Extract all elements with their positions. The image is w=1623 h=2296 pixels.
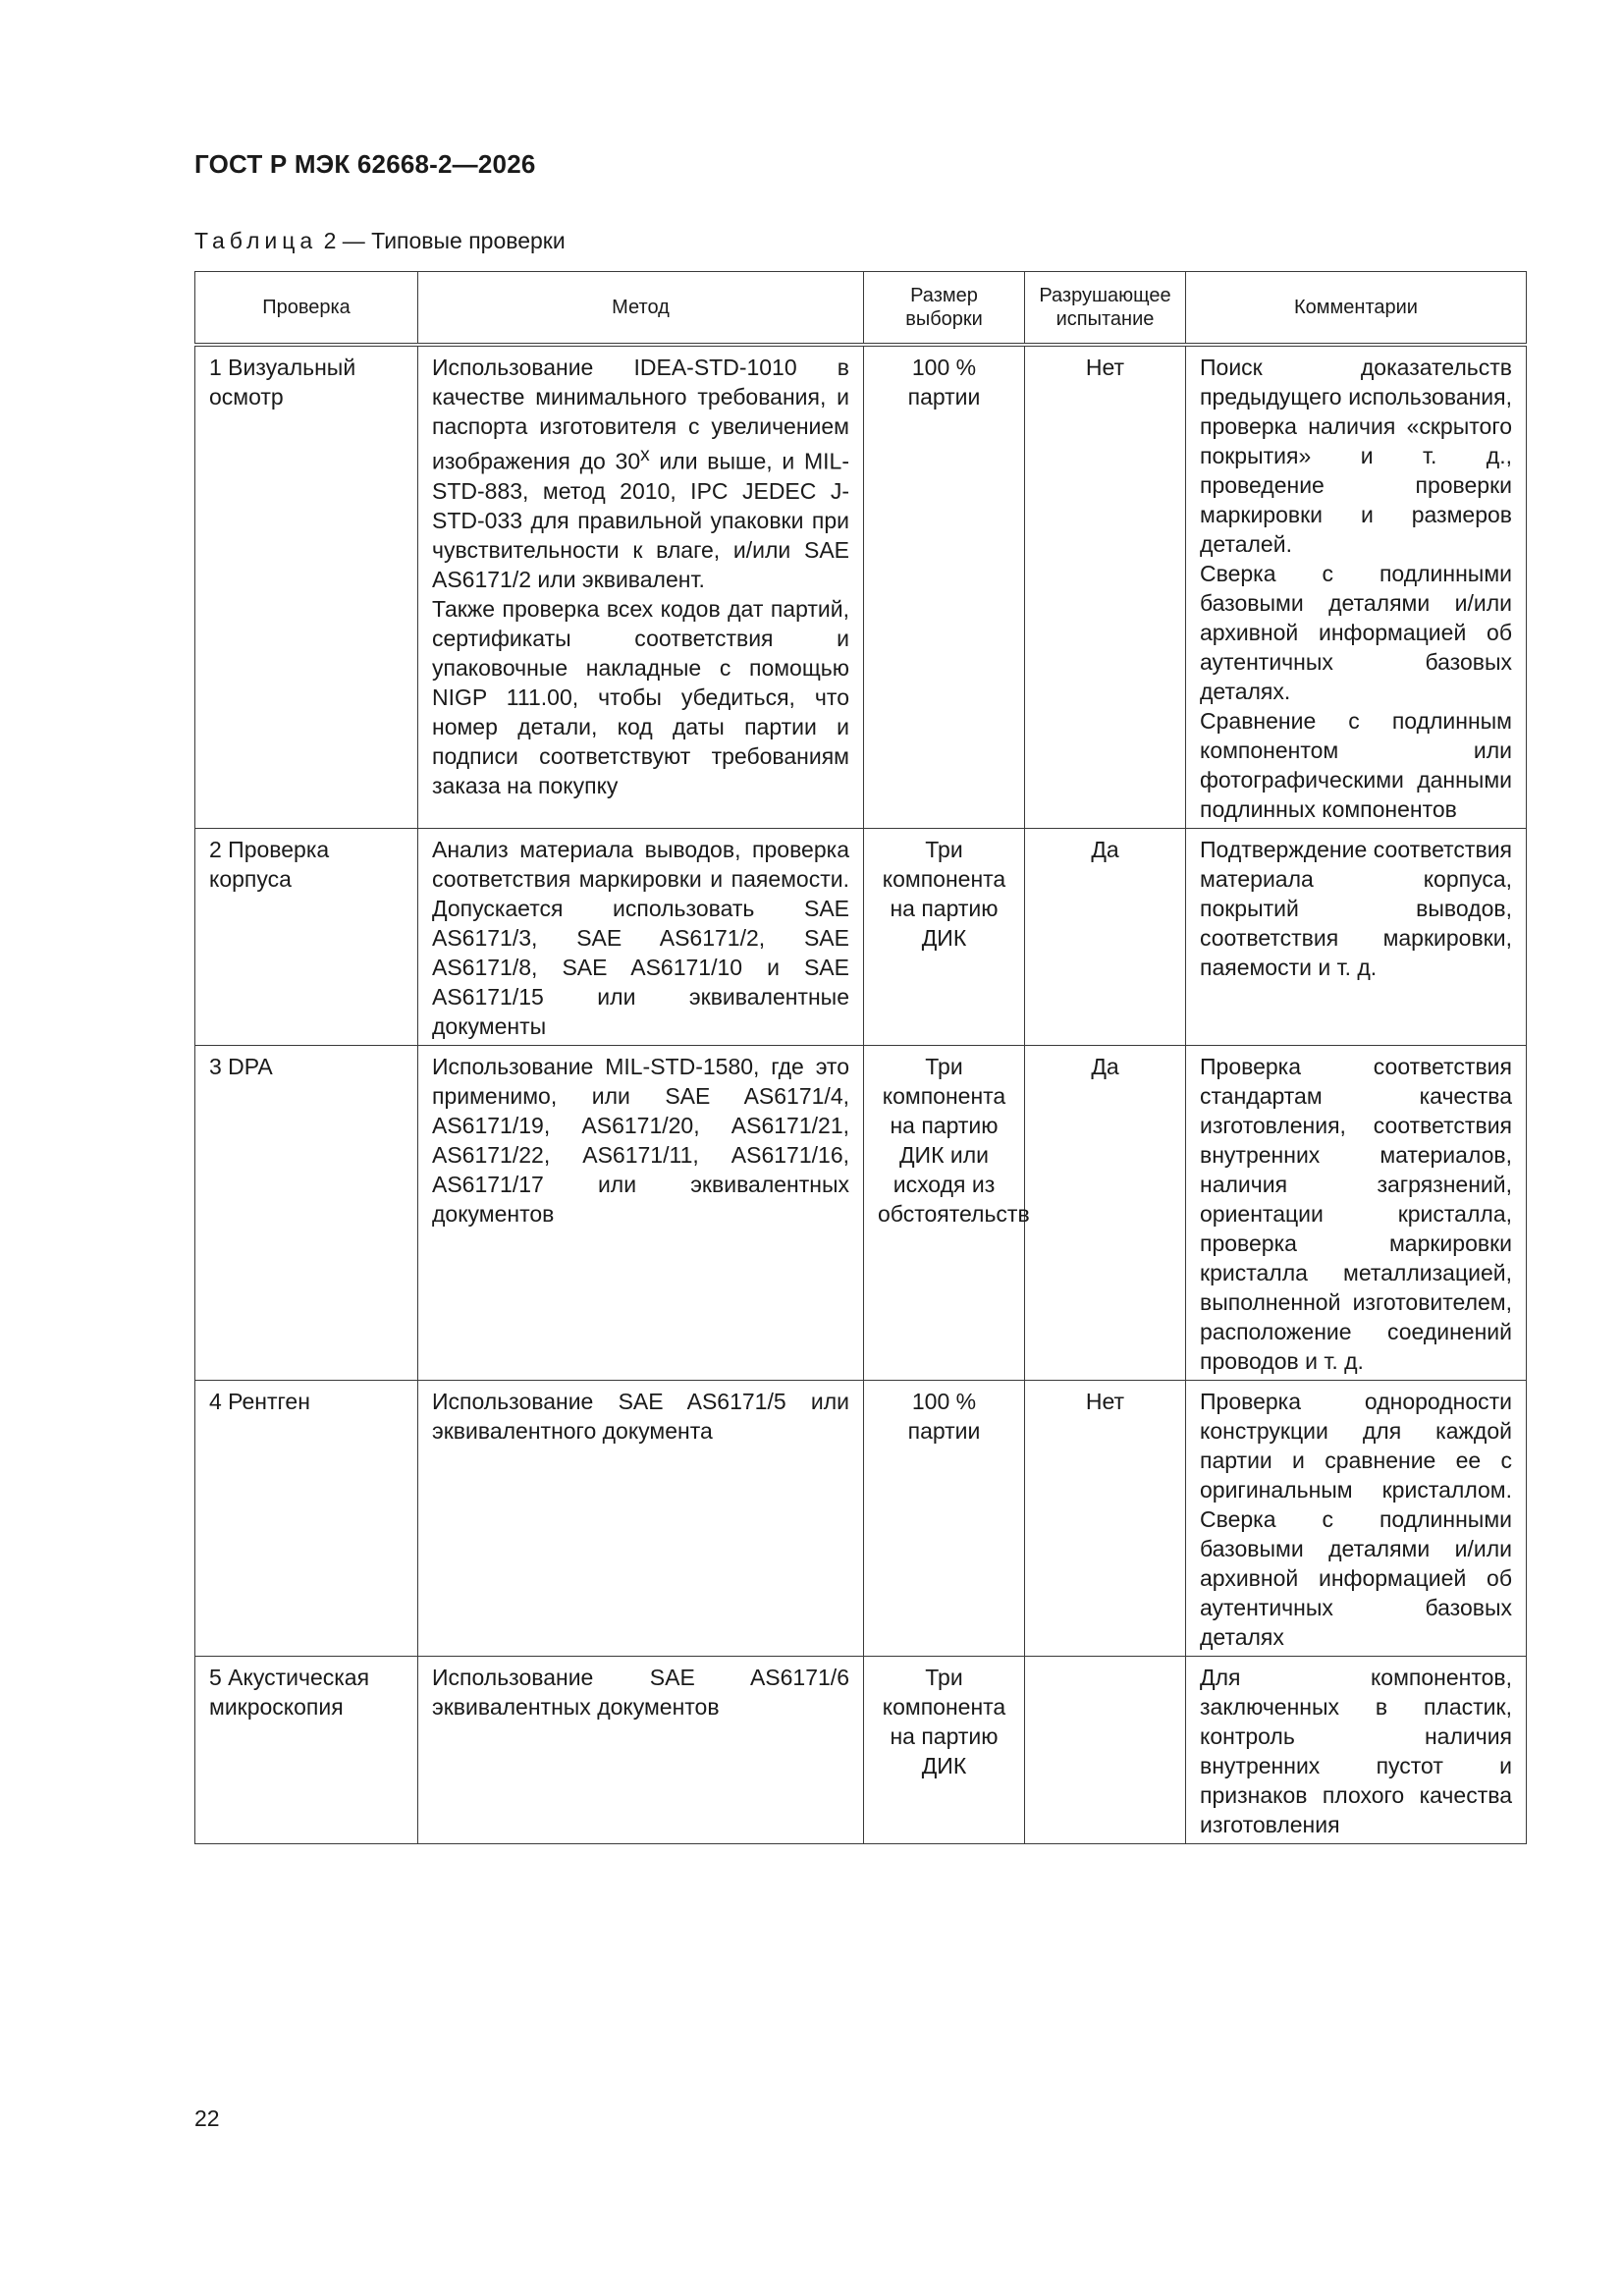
table-row <box>195 829 1527 1046</box>
table-caption-text: 2 — Типовые проверки <box>323 228 566 253</box>
magnification-superscript: x <box>640 445 650 465</box>
table-header-row <box>195 272 1527 346</box>
table-row <box>195 1046 1527 1381</box>
comment-cell: Проверка соответствия стандартам качества изготовления, соответствия внутренних материалов, наличия загрязнений, ориентации кристалла, проверка маркировки кристалла металлизацией, выполненной изготовителем, расположение соединений проводов и т. д. <box>1186 1046 1527 1381</box>
sample-cell: 100 % партии <box>864 345 1025 829</box>
destructive-cell: Нет <box>1025 1381 1186 1657</box>
comment-paragraph: Сверка с подлинными базовыми деталями и/или архивной информацией об аутентичных базовых деталях. <box>1200 561 1512 704</box>
comment-paragraph: Сравнение с подлинным компонентом или фотографическими данными подлинных компонентов <box>1200 708 1512 822</box>
sample-cell: Три компонента на партию ДИК <box>864 829 1025 1046</box>
method-cell: Использование MIL-STD-1580, где это применимо, или SAE AS6171/4, AS6171/19, AS6171/20, AS6171/21, AS6171/22, AS6171/11, AS6171/16, AS6171/17 или эквивалентных документов <box>418 1046 864 1381</box>
destructive-cell: Нет <box>1025 345 1186 829</box>
column-header-check: Проверка <box>195 272 418 346</box>
destructive-cell <box>1025 1657 1186 1844</box>
table-caption-label: Таблица <box>194 228 318 253</box>
check-cell: 1 Визуальный осмотр <box>195 345 418 829</box>
destructive-cell: Да <box>1025 829 1186 1046</box>
method-paragraph: Также проверка всех кодов дат партий, сертификаты соответствия и упаковочные накладные с помощью NIGP 111.00, чтобы убедиться, что номер детали, код даты партии и подписи соответствуют требованиям заказа на покупку <box>432 595 849 798</box>
comment-cell <box>1186 345 1527 829</box>
table-caption <box>194 228 566 254</box>
column-header-comment: Комментарии <box>1186 272 1527 346</box>
method-paragraph: Использование IDEA-STD-1010 в качестве минимального требования, и паспорта изготовителя с увеличением изображения до 30$^x$ или выше, и MIL-STD-883, метод 2010, IPC JEDEC J-STD-033 для правильной упаковки при чувствительности к влаге, и/или SAE AS6171/2 или эквивалент. <box>432 355 849 592</box>
column-header-sample: Размер выборки <box>864 272 1025 346</box>
table-row <box>195 1381 1527 1657</box>
check-cell: 3 DPA <box>195 1046 418 1381</box>
table-row <box>195 1657 1527 1844</box>
column-header-destructive: Разрушающее испытание <box>1025 272 1186 346</box>
comment-cell: Подтверждение соответствия материала корпуса, покрытий выводов, соответствия маркировки, паяемости и т. д. <box>1186 829 1527 1046</box>
method-cell <box>418 345 864 829</box>
comment-cell: Проверка однородности конструкции для каждой партии и сравнение ее с оригинальным кристаллом. Сверка с подлинными базовыми деталями и/или архивной информацией об аутентичных базовых деталях <box>1186 1381 1527 1657</box>
method-cell: Использование SAE AS6171/5 или эквивалентного документа <box>418 1381 864 1657</box>
sample-cell: Три компонента на партию ДИК или исходя из обстоятельств <box>864 1046 1025 1381</box>
sample-cell: 100 % партии <box>864 1381 1025 1657</box>
comment-cell: Для компонентов, заключенных в пластик, контроль наличия внутренних пустот и признаков плохого качества изготовления <box>1186 1657 1527 1844</box>
comment-paragraph: Поиск доказательств предыдущего использования, проверка наличия «скрытого покрытия» и т. д., проведение проверки маркировки и размеров деталей. <box>1200 355 1512 557</box>
document-header: ГОСТ Р МЭК 62668-2—2026 <box>194 149 536 179</box>
table-row <box>195 345 1527 829</box>
check-cell: 2 Проверка корпуса <box>195 829 418 1046</box>
sample-cell: Три компонента на партию ДИК <box>864 1657 1025 1844</box>
check-cell: 4 Рентген <box>195 1381 418 1657</box>
method-cell: Использование SAE AS6171/6 эквивалентных документов <box>418 1657 864 1844</box>
checks-table <box>194 271 1527 1844</box>
destructive-cell: Да <box>1025 1046 1186 1381</box>
check-cell: 5 Акустическая микроскопия <box>195 1657 418 1844</box>
page-number: 22 <box>194 2105 220 2131</box>
column-header-method: Метод <box>418 272 864 346</box>
method-cell: Анализ материала выводов, проверка соответствия маркировки и паяемости. Допускается использовать SAE AS6171/3, SAE AS6171/2, SAE AS6171/8, SAE AS6171/10 и SAE AS6171/15 или эквивалентные документы <box>418 829 864 1046</box>
